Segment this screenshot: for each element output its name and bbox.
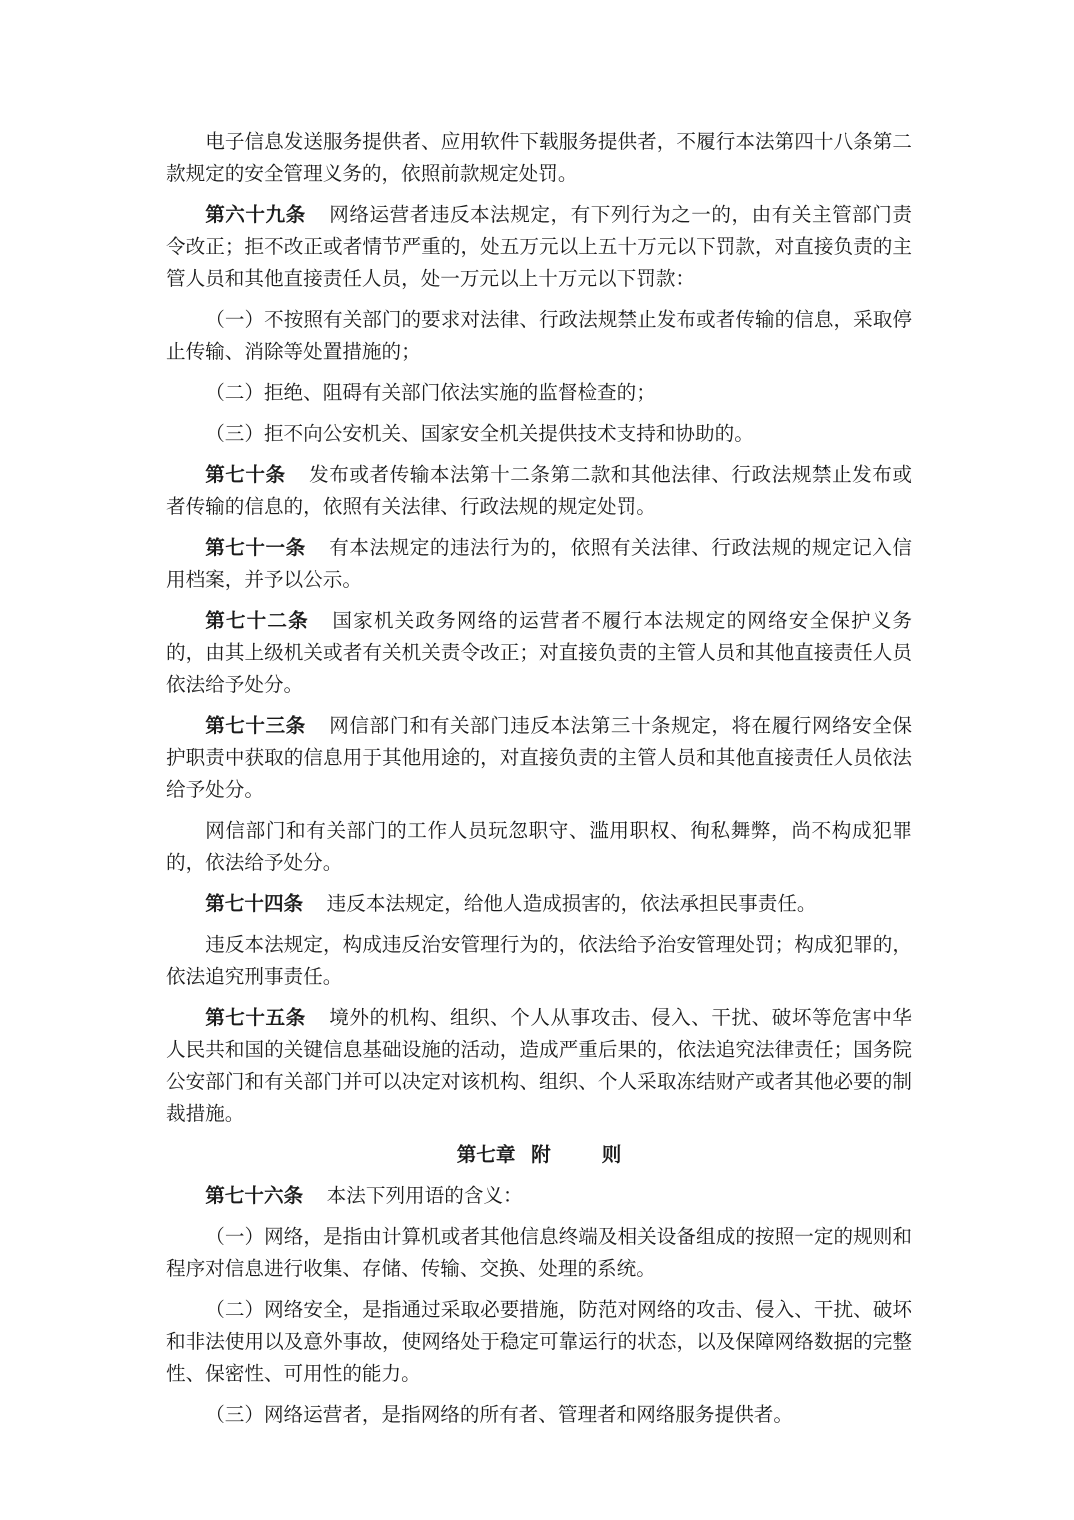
article-number: 第七十二条	[205, 609, 309, 632]
list-item	[166, 418, 912, 450]
article-number: 第七十一条	[205, 536, 306, 559]
list-item-text: （一）网络，是指由计算机或者其他信息终端及相关设备组成的按照一定的规则和程序对信息进行收集、存储、传输、交换、处理的系统。	[166, 1225, 912, 1280]
list-item	[166, 377, 912, 409]
article-paragraph	[166, 1180, 912, 1212]
paragraph-text: 电子信息发送服务提供者、应用软件下载服务提供者，不履行本法第四十八条第二款规定的安全管理义务的，依照前款规定处罚。	[166, 130, 912, 185]
article-number: 第六十九条	[205, 203, 306, 226]
list-item-text: （一）不按照有关部门的要求对法律、行政法规禁止发布或者传输的信息，采取停止传输、消除等处置措施的；	[166, 308, 912, 363]
chapter-title-char-2: 则	[601, 1143, 622, 1166]
list-item-text: （二）网络安全，是指通过采取必要措施，防范对网络的攻击、侵入、干扰、破坏和非法使用以及意外事故，使网络处于稳定可靠运行的状态，以及保障网络数据的完整性、保密性、可用性的能力。	[166, 1298, 912, 1385]
article-paragraph	[166, 1002, 912, 1130]
article-text: 境外的机构、组织、个人从事攻击、侵入、干扰、破坏等危害中华人民共和国的关键信息基础设施的活动，造成严重后果的，依法追究法律责任；国务院公安部门和有关部门并可以决定对该机构、组织、个人采取冻结财产或者其他必要的制裁措施。	[166, 1006, 913, 1125]
list-item	[166, 304, 912, 368]
article-paragraph	[166, 532, 912, 596]
paragraph	[166, 815, 912, 879]
paragraph	[166, 126, 912, 190]
list-item	[166, 1294, 912, 1390]
article-text: 有本法规定的违法行为的，依照有关法律、行政法规的规定记入信用档案，并予以公示。	[166, 536, 913, 591]
article-paragraph	[166, 605, 912, 701]
article-paragraph	[166, 888, 912, 920]
chapter-title-char-1: 附	[531, 1143, 551, 1166]
paragraph-text: 违反本法规定，构成违反治安管理行为的，依法给予治安管理处罚；构成犯罪的，依法追究刑事责任。	[166, 933, 912, 988]
article-number: 第七十条	[205, 463, 286, 486]
article-text: 违反本法规定，给他人造成损害的，依法承担民事责任。	[326, 892, 817, 915]
list-item	[166, 1221, 912, 1285]
article-paragraph	[166, 459, 912, 523]
article-paragraph	[166, 199, 912, 295]
list-item-text: （二）拒绝、阻碍有关部门依法实施的监督检查的；	[205, 381, 656, 404]
list-item	[166, 1399, 912, 1431]
chapter-heading	[166, 1139, 912, 1171]
article-number: 第七十四条	[205, 892, 304, 915]
article-number: 第七十五条	[205, 1006, 306, 1029]
article-paragraph	[166, 710, 912, 806]
article-text: 网络运营者违反本法规定，有下列行为之一的，由有关主管部门责令改正；拒不改正或者情节严重的，处五万元以上五十万元以下罚款，对直接负责的主管人员和其他直接责任人员，处一万元以上十万元以下罚款：	[166, 203, 913, 290]
article-text: 网信部门和有关部门违反本法第三十条规定，将在履行网络安全保护职责中获取的信息用于其他用途的，对直接负责的主管人员和其他直接责任人员依法给予处分。	[166, 714, 913, 801]
list-item-text: （三）拒不向公安机关、国家安全机关提供技术支持和协助的。	[205, 422, 754, 445]
article-text: 发布或者传输本法第十二条第二款和其他法律、行政法规禁止发布或者传输的信息的，依照有关法律、行政法规的规定处罚。	[166, 463, 913, 518]
list-item-text: （三）网络运营者，是指网络的所有者、管理者和网络服务提供者。	[205, 1403, 793, 1426]
article-text: 本法下列用语的含义：	[326, 1184, 523, 1207]
article-text: 国家机关政务网络的运营者不履行本法规定的网络安全保护义务的，由其上级机关或者有关机关责令改正；对直接负责的主管人员和其他直接责任人员依法给予处分。	[166, 609, 913, 696]
article-number: 第七十三条	[205, 714, 306, 737]
paragraph-text: 网信部门和有关部门的工作人员玩忽职守、滥用职权、徇私舞弊，尚不构成犯罪的，依法给予处分。	[166, 819, 912, 874]
chapter-number: 第七章	[456, 1143, 516, 1166]
paragraph	[166, 929, 912, 993]
article-number: 第七十六条	[205, 1184, 304, 1207]
document-page	[166, 126, 912, 1440]
